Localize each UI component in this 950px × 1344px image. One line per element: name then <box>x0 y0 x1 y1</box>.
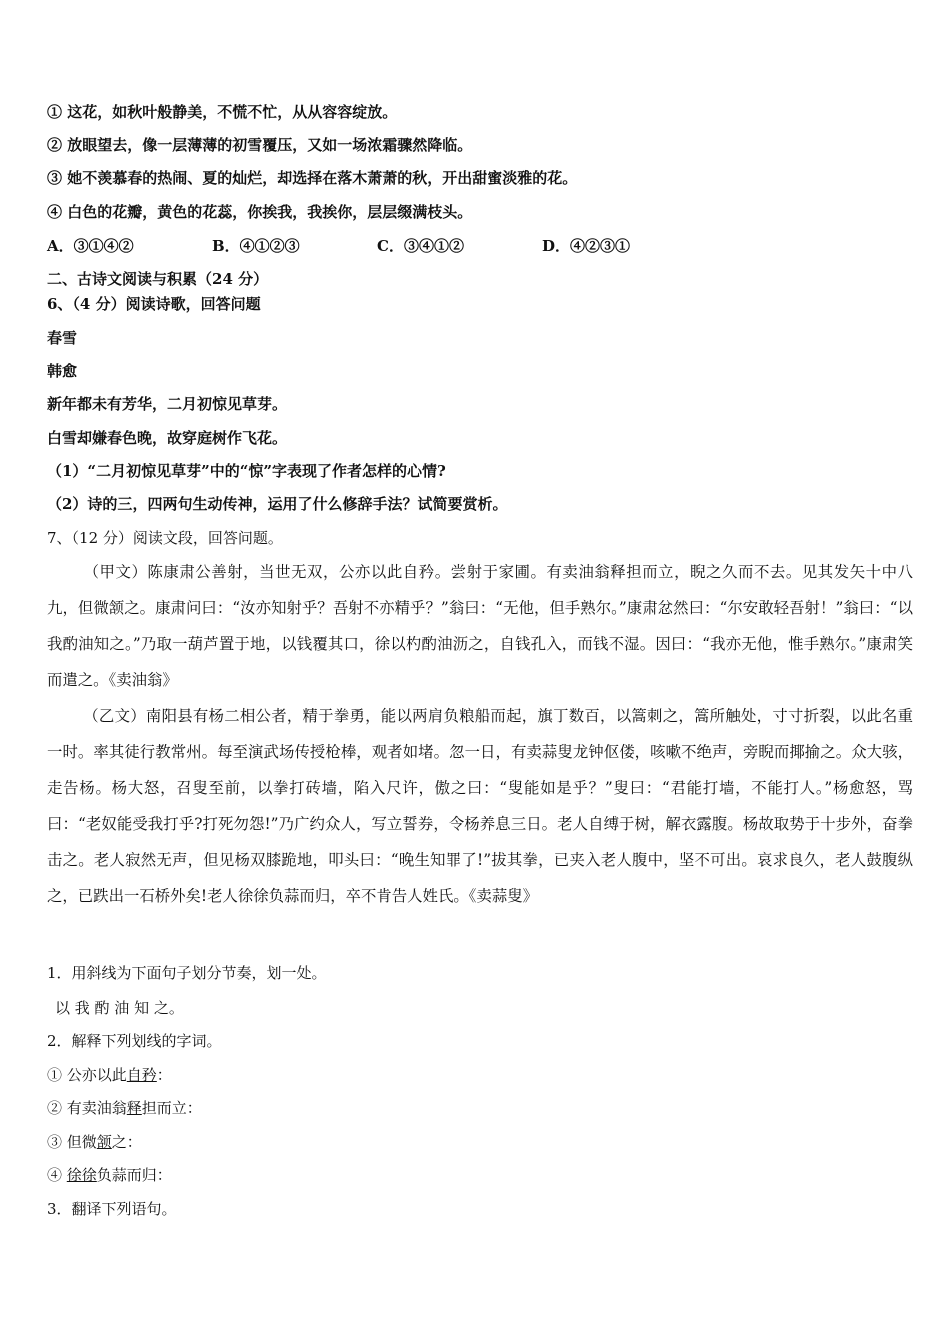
choice-a: A．③①④② <box>47 237 134 255</box>
poem-title: 春雪 <box>47 329 78 347</box>
word-item-2 <box>47 1097 202 1119</box>
option-1: ① 这花，如秋叶般静美，不慌不忙，从从容容绽放。 <box>47 103 398 121</box>
poem-line-2: 白雪却嫌春色晚，故穿庭树作飞花。 <box>47 429 288 447</box>
question-6-sub-1: （1）“二月初惊见草芽”中的“惊”字表现了作者怎样的心情? <box>47 462 446 480</box>
passage-jia-text: （甲文）陈康肃公善射，当世无双，公亦以此自矜。尝射于家圃。有卖油翁释担而立，睨之久而不去。见其发矢十中八九，但微颔之。康肃问曰：“汝亦知射乎？吾射不亦精乎？”翁曰：“无他，但手熟尔。”康肃忿然曰：“尔安敢轻吾射！”翁曰：“以我酌油知之。”乃取一葫芦置于地，以钱覆其口，徐以杓酌油沥之，自钱孔入，而钱不湿。因曰：“我亦无他，惟手熟尔。”康肃笑而遣之。《卖油翁》 <box>47 563 913 689</box>
question-7-header: 7、（12 分）阅读文段，回答问题。 <box>47 529 283 547</box>
word-item-3-prefix: ③ 但微 <box>47 1133 97 1151</box>
question-7-2: 2．解释下列划线的字词。 <box>47 1032 222 1050</box>
choice-b: B．④①②③ <box>212 237 300 255</box>
option-4: ④ 白色的花瓣，黄色的花蕊，你挨我，我挨你，层层缀满枝头。 <box>47 203 473 221</box>
choice-c: C．③④①② <box>377 237 464 255</box>
word-item-1-term: 自矜 <box>126 1066 157 1084</box>
option-2: ② 放眼望去，像一层薄薄的初雪覆压，又如一场浓霜骤然降临。 <box>47 136 473 154</box>
question-7-1: 1．用斜线为下面句子划分节奏，划一处。 <box>47 964 327 982</box>
passage-yi-text: （乙文）南阳县有杨二相公者，精于拳勇，能以两肩负粮船而起，旗丁数百，以篙刺之，篙所触处，寸寸折裂，以此名重一时。率其徒行教常州。每至演武场传授枪棒，观者如堵。忽一日，有卖蒜叟龙钟伛偻，咳嗽不绝声，旁睨而揶揄之。众大骇，走告杨。杨大怒，召叟至前，以拳打砖墙，陷入尺许，傲之曰：“叟能如是乎？”叟曰：“君能打墙，不能打人。”杨愈怒，骂曰：“老奴能受我打乎?打死勿怨!”乃广约众人，写立誓券，令杨养息三日。老人自缚于树，解衣露腹。杨故取势于十步外，奋拳击之。老人寂然无声，但见杨双膝跪地，叩头曰：“晚生知罪了!”拔其拳，已夹入老人腹中，坚不可出。哀求良久，老人鼓腹纵之，已跌出一石桥外矣!老人徐徐负蒜而归，卒不肯告人姓氏。《卖蒜叟》 <box>47 707 913 905</box>
word-item-4 <box>47 1164 172 1186</box>
answer-choices <box>47 235 747 257</box>
word-item-2-term: 释 <box>126 1099 142 1117</box>
word-item-1 <box>47 1064 172 1086</box>
word-item-4-prefix: ④ <box>47 1166 67 1184</box>
question-7-3: 3．翻译下列语句。 <box>47 1200 177 1218</box>
word-item-2-suffix: 担而立： <box>141 1099 202 1117</box>
rhythm-sentence: 以 我 酌 油 知 之。 <box>55 999 184 1017</box>
word-item-2-prefix: ② 有卖油翁 <box>47 1099 127 1117</box>
passage-yi <box>47 698 913 914</box>
passage-jia <box>47 554 913 698</box>
section-heading: 二、古诗文阅读与积累（24 分） <box>47 270 269 288</box>
question-6-header: 6、（4 分）阅读诗歌，回答问题 <box>47 295 261 313</box>
word-item-4-term: 徐徐 <box>66 1166 97 1184</box>
word-item-3-term: 颔 <box>96 1133 112 1151</box>
word-item-1-prefix: ① 公亦以此 <box>47 1066 127 1084</box>
word-item-3-suffix: 之： <box>111 1133 142 1151</box>
poem-line-1: 新年都未有芳华，二月初惊见草芽。 <box>47 395 288 413</box>
option-3: ③ 她不羡慕春的热闹、夏的灿烂，却选择在落木萧萧的秋，开出甜蜜淡雅的花。 <box>47 169 578 187</box>
word-item-4-suffix: 负蒜而归： <box>96 1166 172 1184</box>
question-6-sub-2: （2）诗的三，四两句生动传神，运用了什么修辞手法？试简要赏析。 <box>47 495 508 513</box>
word-item-1-suffix: ： <box>156 1066 172 1084</box>
word-item-3 <box>47 1131 142 1153</box>
poem-author: 韩愈 <box>47 362 78 380</box>
choice-d: D．④②③① <box>542 237 631 255</box>
